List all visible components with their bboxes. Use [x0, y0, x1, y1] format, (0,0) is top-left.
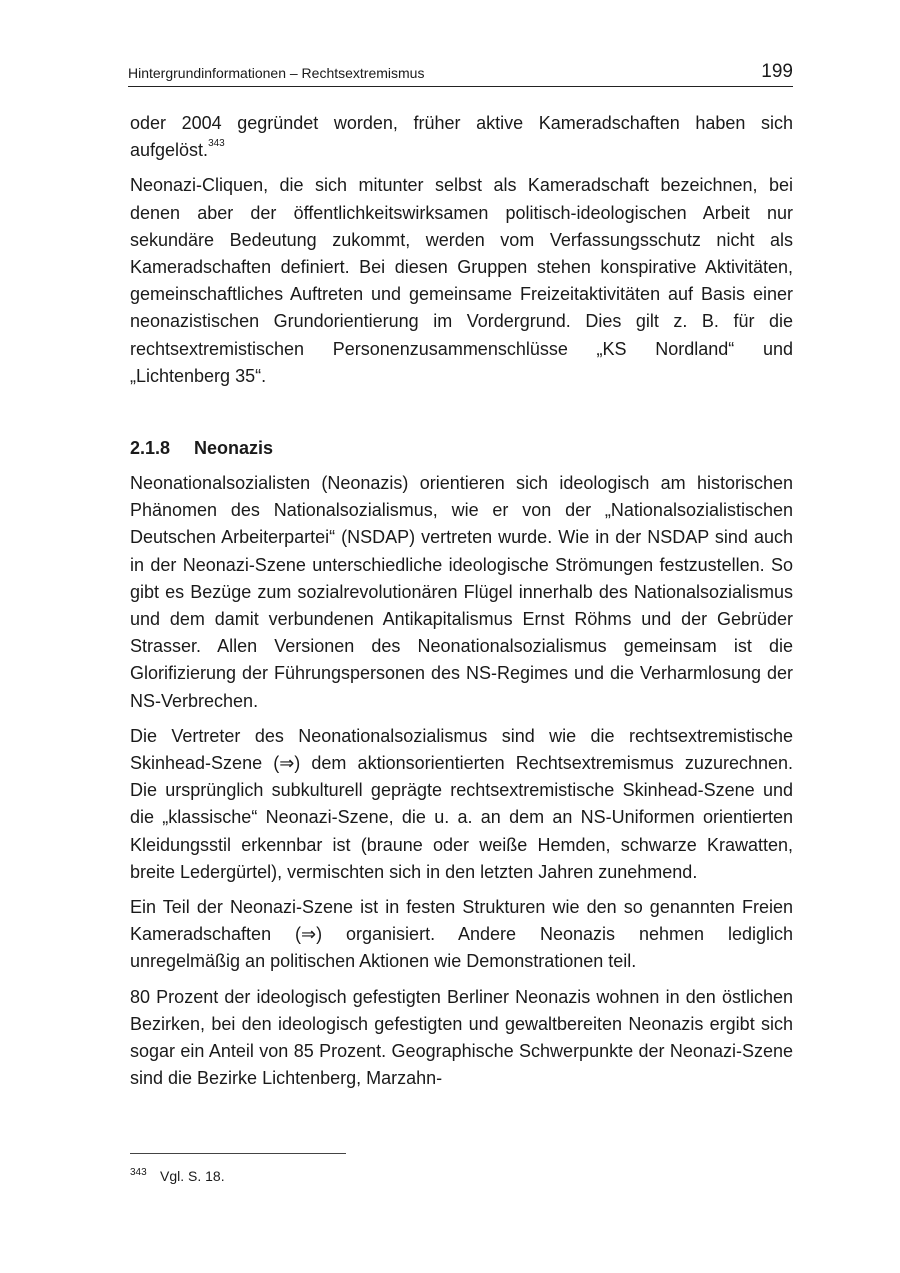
paragraph-continuation	[130, 110, 793, 164]
running-header	[128, 60, 793, 87]
paragraph-strukturen: Ein Teil der Neonazi-Szene ist in festen Strukturen wie den so genannten Freien Kameradschaften (⇒) organisiert. Andere Neonazis nehmen lediglich unregelmäßig an politischen Aktionen wie Demonstrationen teil.	[130, 897, 793, 972]
footnote-text: Vgl. S. 18.	[160, 1168, 225, 1184]
page-number: 199	[761, 61, 793, 82]
paragraph-text: oder 2004 gegründet worden, früher aktive Kameradschaften haben sich aufgelöst.	[130, 113, 793, 161]
footnote: 343 Vgl. S. 18.	[130, 1167, 225, 1184]
paragraph-cliquen: Neonazi-Cliquen, die sich mitunter selbst als Kameradschaft bezeichnen, bei denen aber der öffentlichkeitswirksamen politisch-ideologischen Arbeit nur sekundäre Bedeutung zukommt, werden vom Verfassungsschutz nicht als Kameradschaften definiert. Bei diesen Gruppen stehen konspirative Aktivitäten, gemeinschaftliches Auftreten und gemeinsame Freizeitaktivitäten auf Basis einer neonazistischen Grundorientierung im Vordergrund. Dies gilt z. B. für die rechtsextremistischen Personenzusammenschlüsse „KS Nordland“ und „Lichtenberg 35“.	[130, 175, 793, 386]
page-body	[130, 110, 793, 1101]
footnote-reference[interactable]: 343	[208, 138, 225, 150]
section-heading	[130, 435, 793, 462]
section-title: Neonazis	[194, 438, 274, 459]
paragraph-neonationalsozialisten: Neonationalsozialisten (Neonazis) orientieren sich ideologisch am historischen Phänomen des Nationalsozialismus, wie er von der „Nationalsozialistischen Deutschen Arbeiterpartei“ (NSDAP) vertreten wurde. Wie in der NSDAP sind auch in der Neonazi-Szene unterschiedliche ideologische Strömungen festzustellen. So gibt es Bezüge zum sozialrevolutionären Flügel innerhalb des Nationalsozialismus und dem damit verbundenen Antikapitalismus Ernst Röhms und der Gebrüder Strasser. Allen Versionen des Neonationalsozialismus gemeinsam ist die Glorifizierung der Führungspersonen des NS-Regimes und die Verharmlosung der NS-Verbrechen.	[130, 473, 793, 711]
footnote-divider	[130, 1153, 346, 1154]
section-number: 2.1.8	[130, 438, 171, 459]
paragraph-bezirke: 80 Prozent der ideologisch gefestigten Berliner Neonazis wohnen in den östlichen Bezirken, bei den ideologisch gefestigten und gewaltbereiten Neonazis ergibt sich sogar ein Anteil von 85 Prozent. Geographische Schwerpunkte der Neonazi-Szene sind die Bezirke Lichtenberg, Marzahn-	[130, 986, 793, 1089]
header-title: Hintergrundinformationen – Rechtsextremismus	[128, 65, 425, 81]
paragraph-vertreter: Die Vertreter des Neonationalsozialismus sind wie die rechtsextremistische Skinhead-Szene (⇒) dem aktionsorientierten Rechtsextremismus zuzurechnen. Die ursprünglich subkulturell geprägte rechtsextremistische Skinhead-Szene und die „klassische“ Neonazi-Szene, die u. a. an dem an NS-Uniformen orientierten Kleidungsstil erkennbar ist (braune oder weiße Hemden, schwarze Krawatten, breite Ledergürtel), vermischten sich in den letzten Jahren zunehmend.	[130, 725, 793, 882]
